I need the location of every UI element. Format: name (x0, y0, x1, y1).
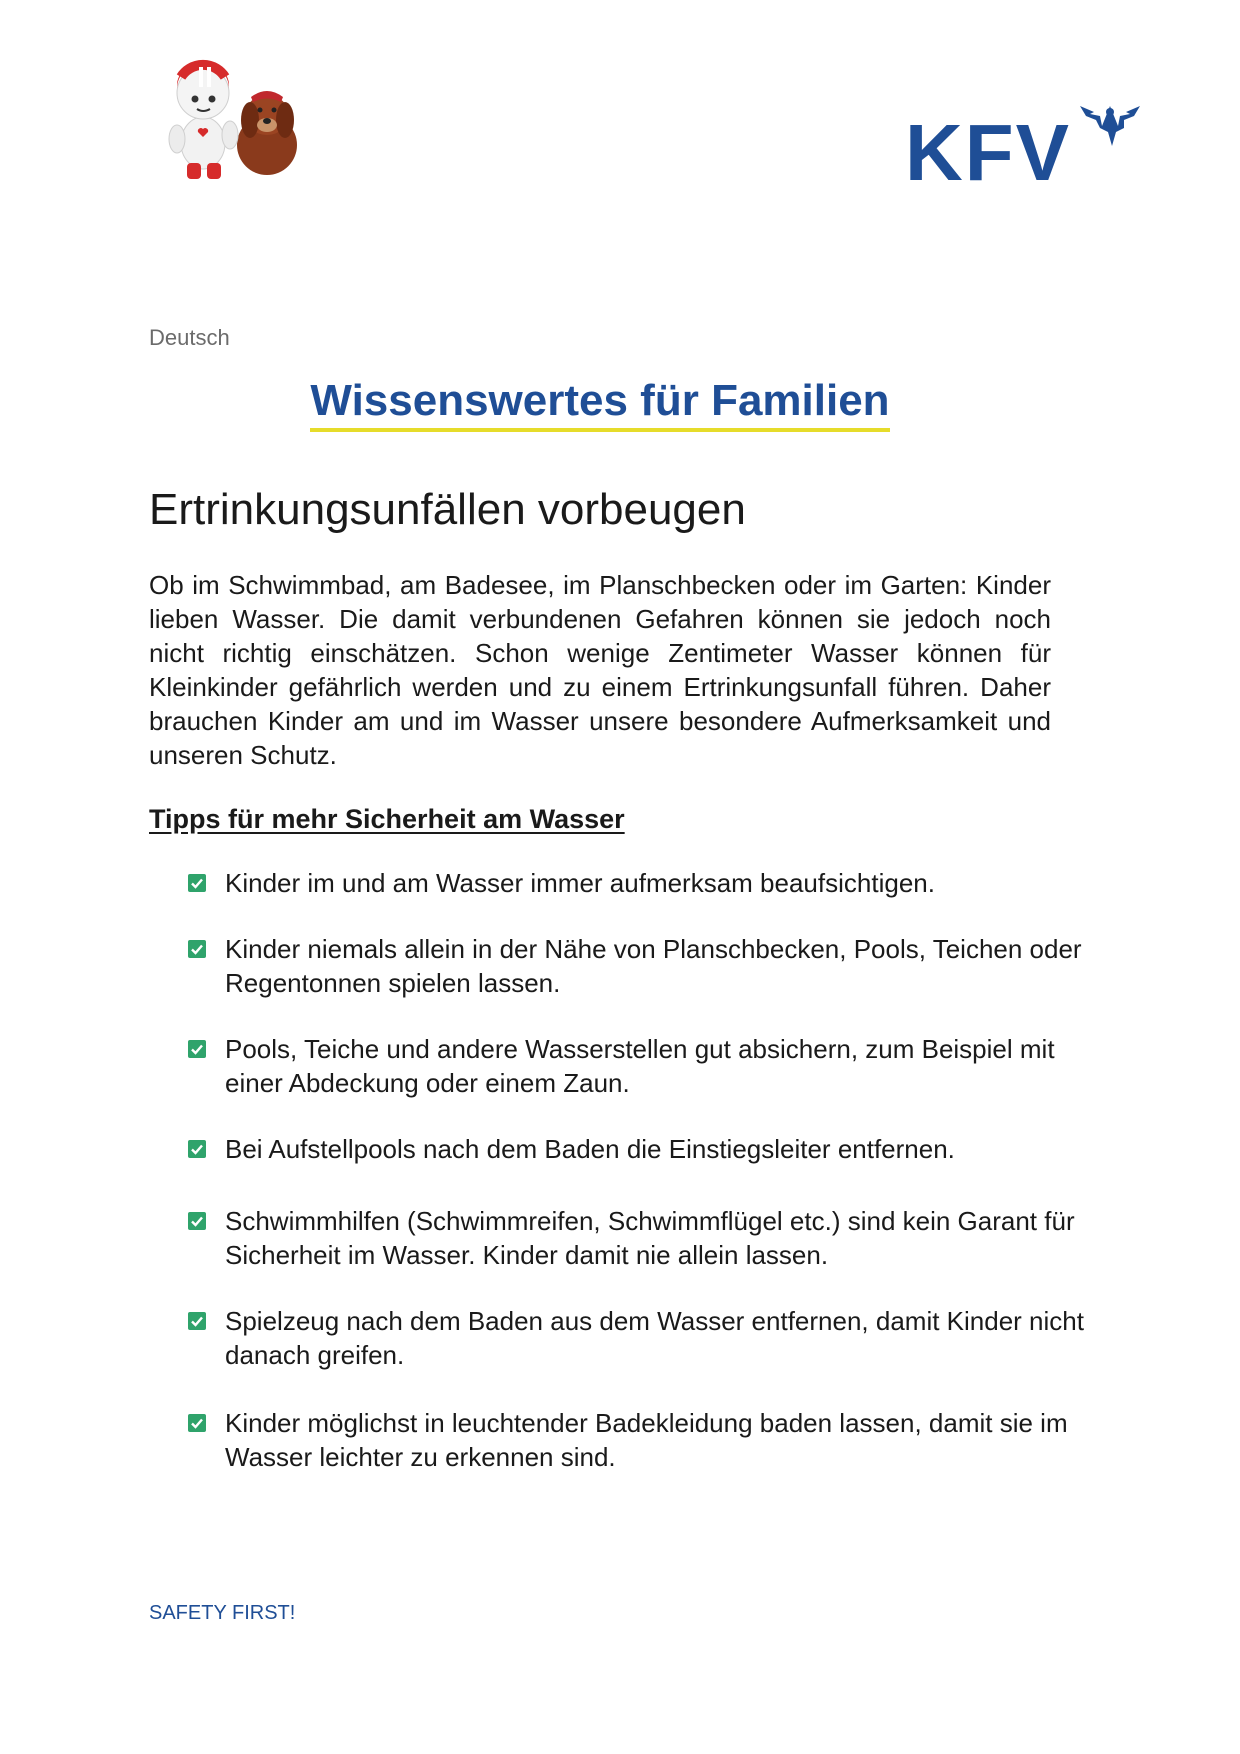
language-label: Deutsch (149, 325, 230, 350)
mascot-figures-icon (155, 55, 305, 185)
tip-text: Kinder niemals allein in der Nähe von Planschbecken, Pools, Teichen oder Regentonnen spielen lassen. (225, 934, 1082, 998)
tips-heading: Tipps für mehr Sicherheit am Wasser (149, 804, 625, 834)
document-title (0, 376, 1200, 432)
section-heading: Ertrinkungsunfällen vorbeugen (149, 485, 746, 534)
checkbox-checked-icon (188, 1414, 206, 1432)
checkbox-checked-icon (188, 1212, 206, 1230)
checkbox-checked-icon (188, 1140, 206, 1158)
document-title-text: Wissenswertes für Familien (310, 376, 889, 432)
tip-text: Kinder möglichst in leuchtender Badekleidung baden lassen, damit sie im Wasser leichter zu erkennen sind. (225, 1408, 1068, 1472)
tip-text: Kinder im und am Wasser immer aufmerksam beaufsichtigen. (225, 868, 935, 898)
tip-text: Pools, Teiche und andere Wasserstellen gut absichern, zum Beispiel mit einer Abdeckung oder einem Zaun. (225, 1034, 1055, 1098)
footer-slogan: SAFETY FIRST! (149, 1602, 296, 1624)
kfv-logo (905, 100, 1145, 182)
checkbox-checked-icon (188, 1312, 206, 1330)
intro-paragraph: Ob im Schwimmbad, am Badesee, im Planschbecken oder im Garten: Kinder lieben Wasser. Die damit verbundenen Gefahren können sie jedoch noch nicht richtig einschätzen. Schon wenige Zentimeter Wasser können für Kleinkinder gefährlich werden und zu einem Ertrinkungsunfall führen. Daher brauchen Kinder am und im Wasser unsere besondere Aufmerksamkeit und unseren Schutz. (149, 570, 1051, 770)
tip-text: Schwimmhilfen (Schwimmreifen, Schwimmflügel etc.) sind kein Garant für Sicherheit im Wasser. Kinder damit nie allein lassen. (225, 1206, 1075, 1270)
tip-text: Spielzeug nach dem Baden aus dem Wasser entfernen, damit Kinder nicht danach greifen. (225, 1306, 1084, 1370)
tip-text: Bei Aufstellpools nach dem Baden die Einstiegsleiter entfernen. (225, 1134, 955, 1164)
svg-text:KFV: KFV (905, 108, 1071, 182)
checkbox-checked-icon (188, 874, 206, 892)
checkbox-checked-icon (188, 940, 206, 958)
checkbox-checked-icon (188, 1040, 206, 1058)
